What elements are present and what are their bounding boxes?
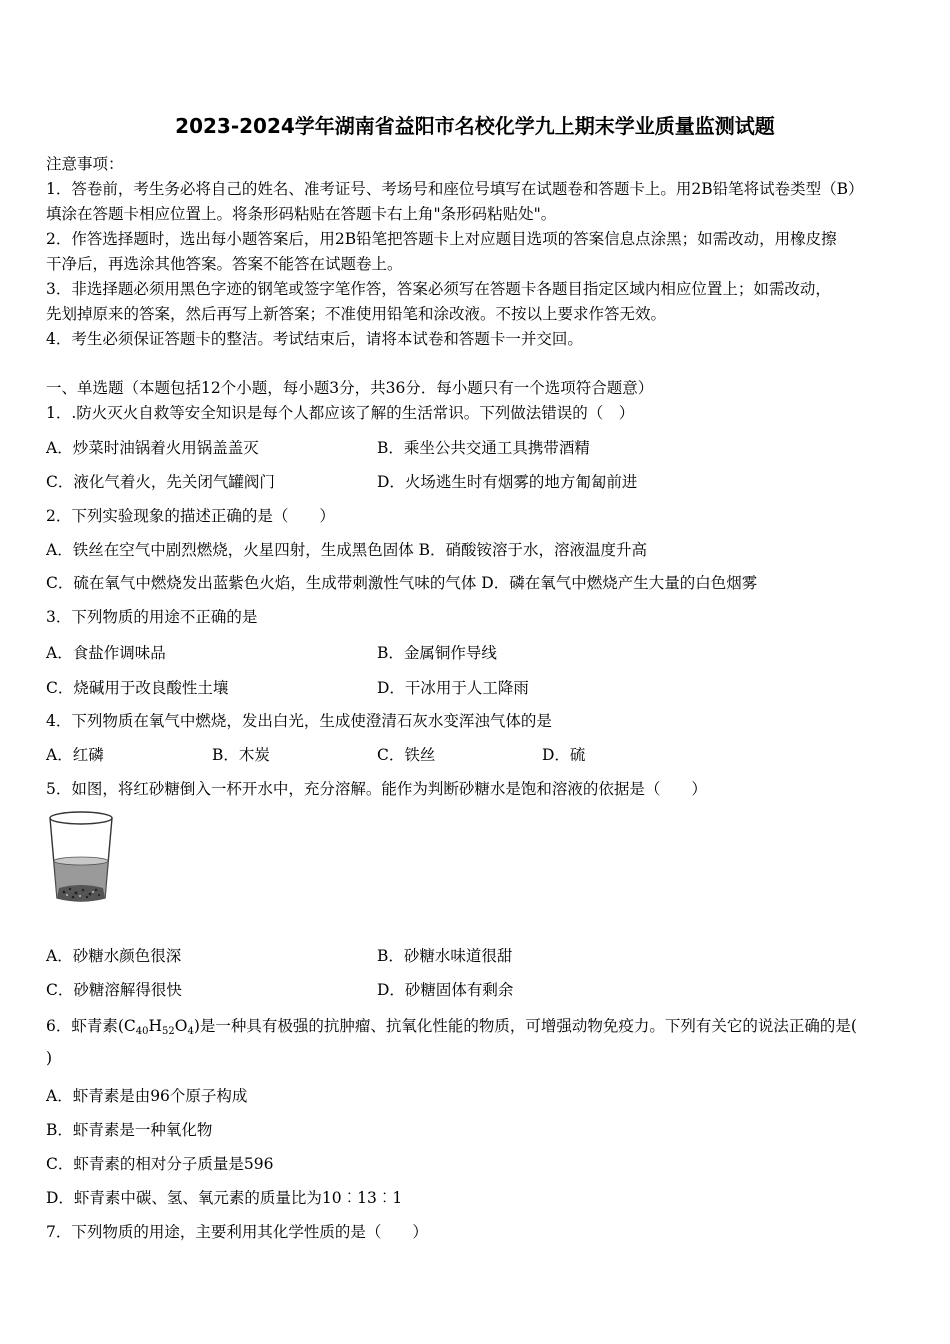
- section-heading: 一、单选题（本题包括12个小题，每小题3分，共36分．每小题只有一个选项符合题意）: [46, 379, 654, 397]
- q6-oxygen-symbol: O: [174, 1017, 188, 1035]
- question-4-stem: 4．下列物质在氧气中燃烧，发出白光，生成使澄清石灰水变浑浊气体的是: [46, 712, 552, 730]
- q1-option-c: C．液化气着火，先关闭气罐阀门: [46, 473, 275, 491]
- notice-line: 4．考生必须保证答题卡的整洁。考试结束后，请将本试卷和答题卡一并交回。: [46, 330, 583, 348]
- notice-line: 干净后，再选涂其他答案。答案不能答在试题卷上。: [46, 255, 403, 273]
- q4-option-c: C．铁丝: [377, 746, 436, 764]
- q6-close-paren: ): [46, 1049, 53, 1067]
- notice-heading: 注意事项：: [46, 155, 124, 173]
- q6-option-c: C．虾青素的相对分子质量是596: [46, 1155, 274, 1173]
- q4-option-d: D．硫: [542, 746, 586, 764]
- q6-suffix: )是一种具有极强的抗肿瘤、抗氧化性能的物质，可增强动物免疫力。下列有关它的说法正确的是(: [193, 1017, 857, 1035]
- q5-option-c: C．砂糖溶解得很快: [46, 981, 182, 999]
- notice-line: 先划掉原来的答案，然后再写上新答案；不准使用铅笔和涂改液。不按以上要求作答无效。: [46, 305, 667, 323]
- q3-option-d: D．干冰用于人工降雨: [377, 679, 529, 697]
- q5-option-a: A．砂糖水颜色很深: [46, 947, 182, 965]
- question-3-stem: 3．下列物质的用途不正确的是: [46, 608, 258, 626]
- notice-line: 3．非选择题必须用黑色字迹的钢笔或签字笔作答，答案必须写在答题卡各题目指定区域内相应位置上；如需改动，: [46, 280, 831, 298]
- q3-option-a: A．食盐作调味品: [46, 644, 166, 662]
- q6-hydrogen-count: 52: [162, 1026, 175, 1037]
- q6-option-d: D．虾青素中碳、氢、氧元素的质量比为10︰13︰1: [46, 1189, 403, 1207]
- q3-option-b: B．金属铜作导线: [377, 644, 497, 662]
- q6-hydrogen-symbol: H: [148, 1017, 163, 1035]
- question-1-stem: 1．.防火灭火自救等安全知识是每个人都应该了解的生活常识。下列做法错误的（ ）: [46, 404, 635, 422]
- q6-oxygen-count: 4: [187, 1026, 194, 1037]
- q6-carbon-count: 40: [135, 1026, 149, 1037]
- q5-option-b: B．砂糖水味道很甜: [377, 947, 513, 965]
- q3-option-c: C．烧碱用于改良酸性土壤: [46, 679, 229, 697]
- q2-options-ab: A．铁丝在空气中剧烈燃烧，火星四射，生成黑色固体 B．硝酸铵溶于水，溶液温度升高: [46, 541, 648, 559]
- beaker-with-sugar-illustration: [46, 808, 116, 904]
- page-title: 2023-2024学年湖南省益阳市名校化学九上期末学业质量监测试题: [175, 114, 775, 138]
- q2-options-cd: C．硫在氧气中燃烧发出蓝紫色火焰，生成带刺激性气味的气体 D．磷在氧气中燃烧产生大量的白色烟雾: [46, 574, 758, 592]
- notice-line: 2．作答选择题时，选出每小题答案后，用2B铅笔把答题卡上对应题目选项的答案信息点涂黑；如需改动，用橡皮擦: [46, 230, 837, 248]
- q6-option-a: A．虾青素是由96个原子构成: [46, 1087, 248, 1105]
- q1-option-d: D．火场逃生时有烟雾的地方匍匐前进: [377, 473, 638, 491]
- q6-prefix: 6．虾青素(C: [46, 1017, 136, 1035]
- q1-option-b: B．乘坐公共交通工具携带酒精: [377, 439, 590, 457]
- q6-option-b: B．虾青素是一种氧化物: [46, 1121, 213, 1139]
- q4-option-a: A．红磷: [46, 746, 104, 764]
- question-5-stem: 5．如图，将红砂糖倒入一杯开水中，充分溶解。能作为判断砂糖水是饱和溶液的依据是（ ）: [46, 780, 707, 798]
- question-6-stem: [46, 1014, 857, 1036]
- q4-option-b: B．木炭: [212, 746, 270, 764]
- q1-option-a: A．炒菜时油锅着火用锅盖盖灭: [46, 439, 259, 457]
- notice-line: 填涂在答题卡相应位置上。将条形码粘贴在答题卡右上角"条形码粘贴处"。: [46, 205, 557, 223]
- question-7-stem: 7．下列物质的用途，主要利用其化学性质的是（ ）: [46, 1223, 428, 1241]
- question-2-stem: 2．下列实验现象的描述正确的是（ ）: [46, 507, 335, 525]
- notice-line: 1．答卷前，考生务必将自己的姓名、准考证号、考场号和座位号填写在试题卷和答题卡上。用2B铅笔将试卷类型（B）: [46, 180, 864, 198]
- q5-option-d: D．砂糖固体有剩余: [377, 981, 514, 999]
